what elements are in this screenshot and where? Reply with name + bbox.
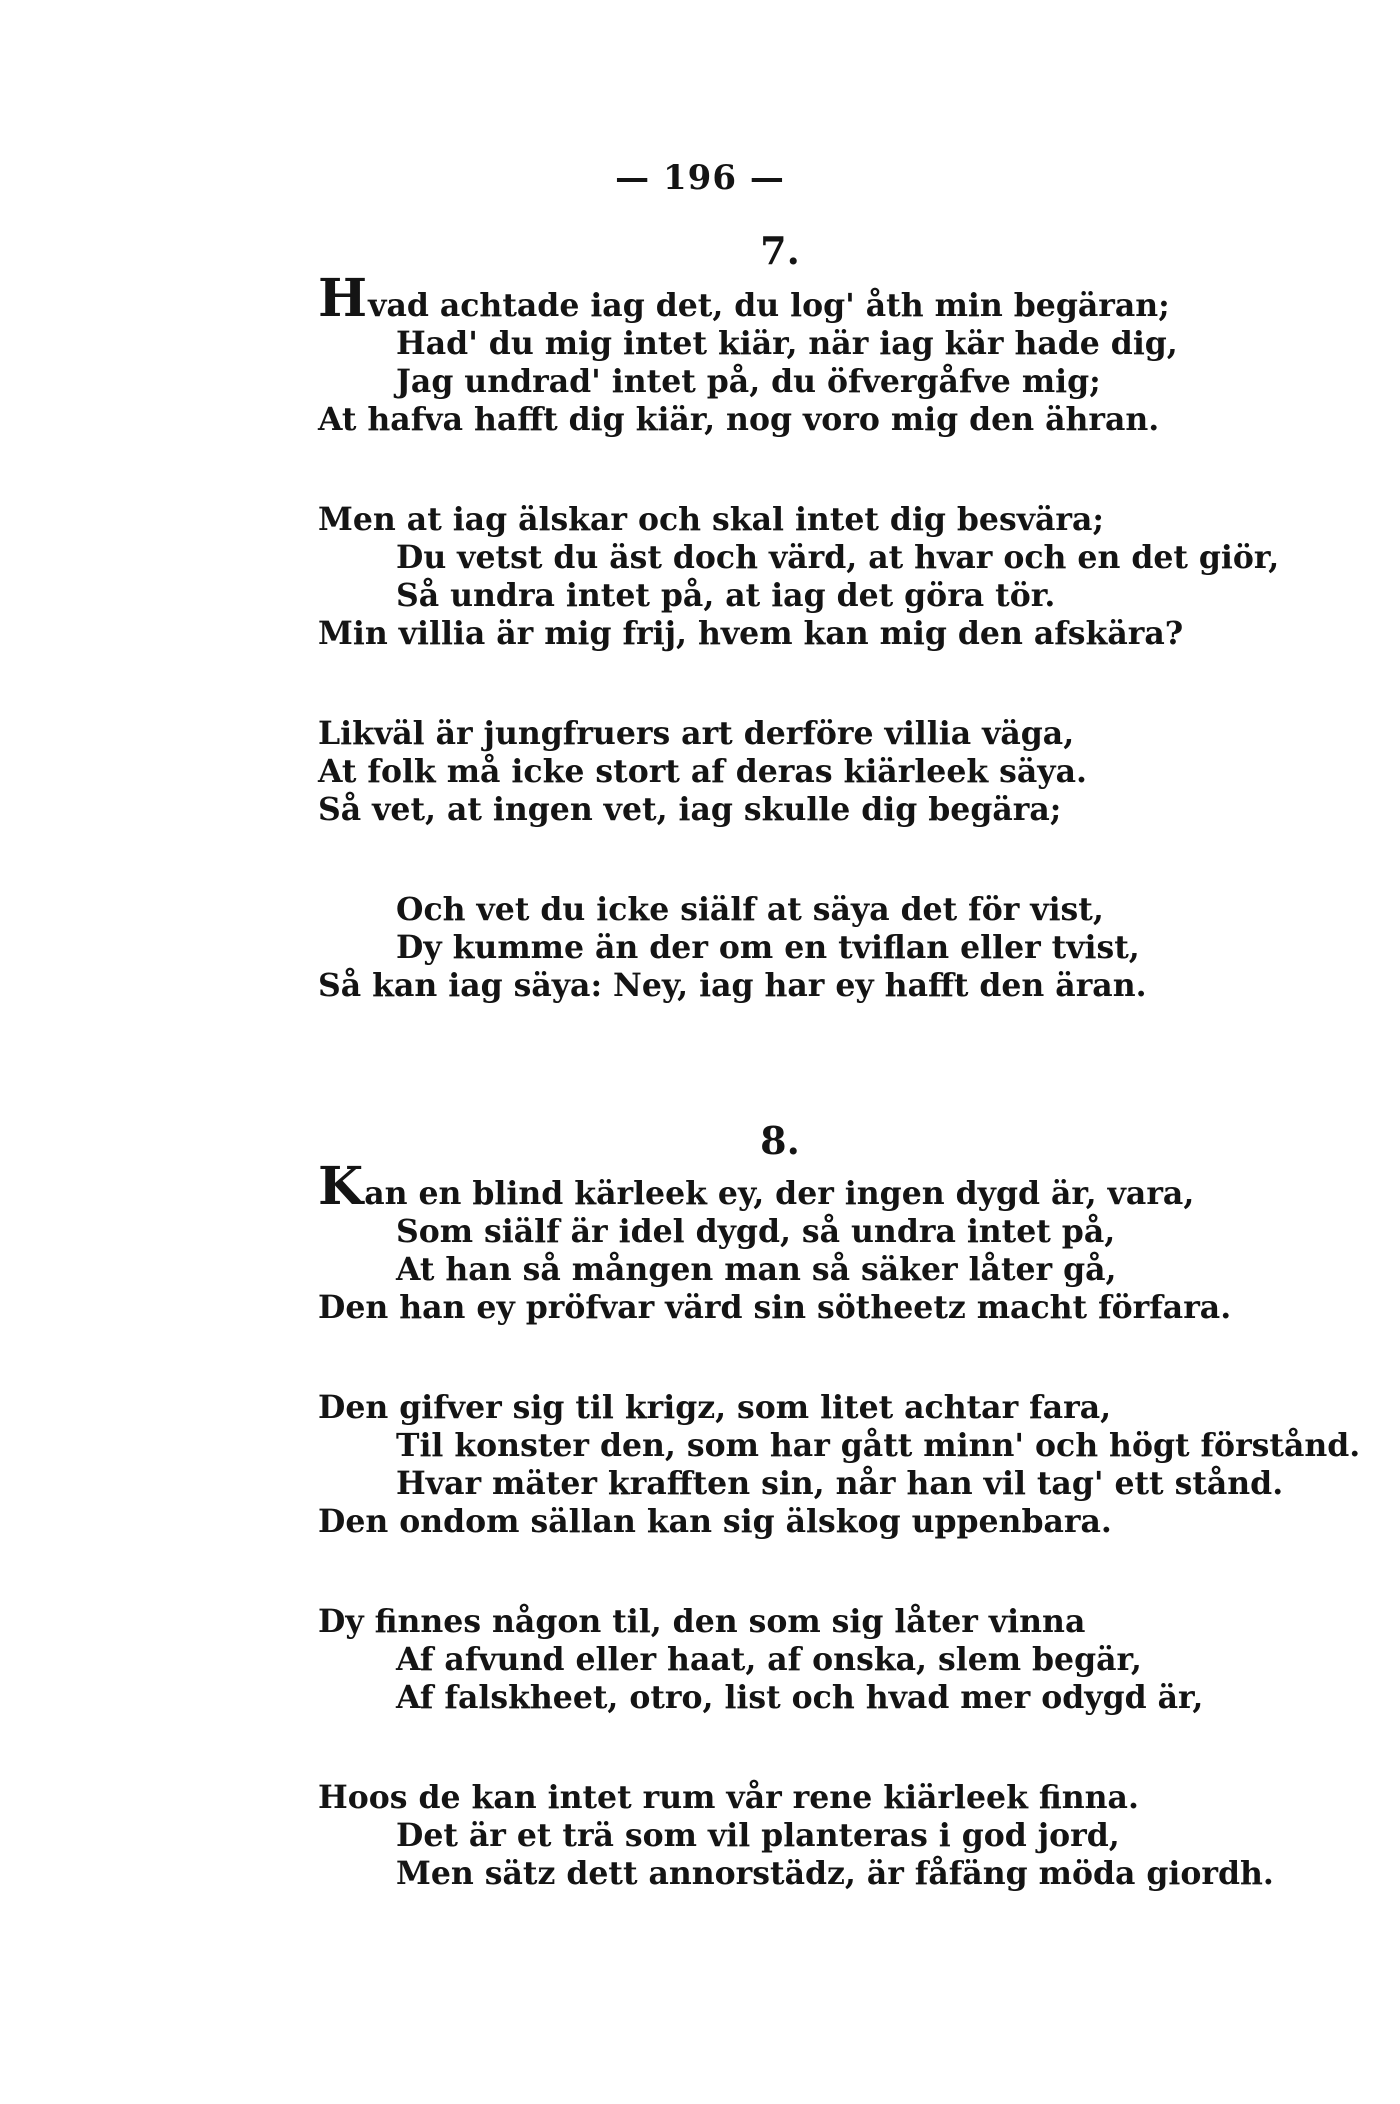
verse-line: Så vet, at ingen vet, iag skulle dig begära;	[318, 791, 1062, 828]
verse-line: Men at iag älskar och skal intet dig besvära;	[318, 501, 1105, 538]
stanza	[318, 1603, 1318, 1717]
verse-line: Min villia är mig frij, hvem kan mig den afskära?	[318, 615, 1184, 652]
verse-line: Du vetst du äst doch värd, at hvar och en det giör,	[396, 539, 1280, 576]
verse-line: Men sätz dett annorstädz, är fåfäng möda giordh.	[396, 1855, 1274, 1892]
verse-line: Den gifver sig til krigz, som litet achtar fara,	[318, 1389, 1112, 1426]
verse-line: Af afvund eller haat, af onska, slem begär,	[396, 1641, 1142, 1678]
poem-number-8: 8.	[760, 1118, 800, 1163]
drop-initial: K	[318, 1156, 364, 1217]
verse-line: Som siälf är idel dygd, så undra intet på,	[396, 1213, 1116, 1250]
poem-number-7: 7.	[760, 228, 800, 273]
verse-line: At han så mången man så säker låter gå,	[396, 1251, 1117, 1288]
verse-line: At folk må icke stort af deras kiärleek säya.	[318, 753, 1087, 790]
stanza	[318, 268, 1318, 439]
verse-line: Det är et trä som vil planteras i god jord,	[396, 1817, 1120, 1854]
verse-line: Den han ey pröfvar värd sin sötheetz macht förfara.	[318, 1289, 1232, 1326]
verse-line: Så kan iag säya: Ney, iag har ey hafft den äran.	[318, 967, 1147, 1004]
verse-line: Så undra intet på, at iag det göra tör.	[396, 577, 1056, 614]
stanza	[318, 1156, 1318, 1327]
poem-8	[318, 1156, 1361, 1955]
verse-line: Af falskheet, otro, list och hvad mer odygd är,	[396, 1679, 1204, 1716]
verse-line: Til konster den, som har gått minn' och högt förstånd.	[396, 1427, 1361, 1464]
verse-line: At hafva hafft dig kiär, nog voro mig den ähran.	[318, 401, 1160, 438]
stanza	[318, 1389, 1361, 1541]
page-number: — 196 —	[615, 158, 785, 198]
verse-line: Hvad achtade iag det, du log' åth min begäran;	[318, 268, 1170, 329]
verse-line: Och vet du icke siälf at säya det för vist,	[396, 891, 1104, 928]
stanza	[318, 891, 1318, 1005]
verse-line: Dy finnes någon til, den som sig låter vinna	[318, 1603, 1086, 1640]
verse-line: Likväl är jungfruers art derföre villia väga,	[318, 715, 1075, 752]
stanza	[318, 501, 1318, 653]
verse-line: Kan en blind kärleek ey, der ingen dygd är, vara,	[318, 1156, 1195, 1217]
verse-line: Dy kumme än der om en tviflan eller tvist,	[396, 929, 1140, 966]
verse-line: Hoos de kan intet rum vår rene kiärleek finna.	[318, 1779, 1139, 1816]
drop-initial: H	[318, 268, 368, 329]
stanza	[318, 1779, 1318, 1893]
verse-line: Hvar mäter krafften sin, når han vil tag' ett stånd.	[396, 1465, 1284, 1502]
stanza	[318, 715, 1318, 829]
verse-line: Had' du mig intet kiär, när iag kär hade dig,	[396, 325, 1178, 362]
verse-line: Den ondom sällan kan sig älskog uppenbara.	[318, 1503, 1112, 1540]
verse-line: Jag undrad' intet på, du öfvergåfve mig;	[396, 363, 1101, 400]
poem-7	[318, 268, 1318, 1067]
